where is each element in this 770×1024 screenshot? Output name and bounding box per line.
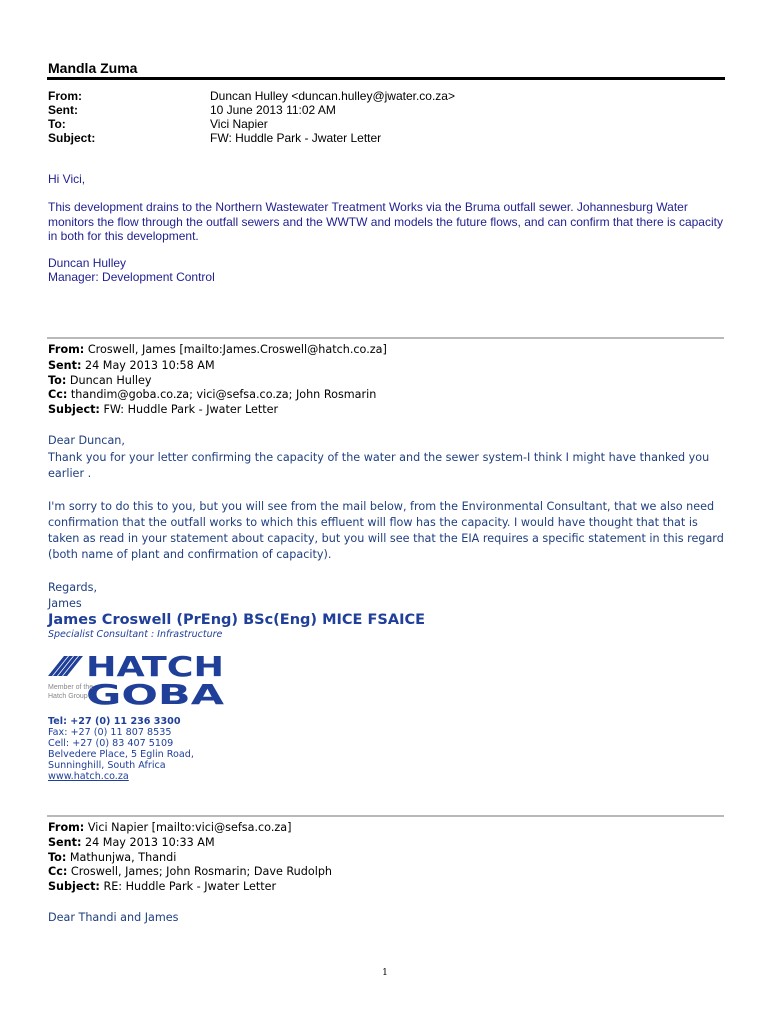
- signature-name: James Croswell (PrEng) BSc(Eng) MICE FSAICE: [48, 612, 426, 628]
- separator: [47, 337, 724, 339]
- fwd2-cc-label: Cc:: [48, 865, 68, 878]
- website-link[interactable]: www.hatch.co.za: [48, 771, 129, 782]
- address-line-2: Sunninghill, South Africa: [48, 760, 166, 771]
- page-number: 1: [382, 968, 388, 978]
- hatch-goba-logo: [48, 648, 226, 706]
- to-value: Vici Napier: [210, 117, 268, 131]
- address-line-1: Belvedere Place, 5 Eglin Road,: [48, 749, 194, 760]
- hatch-goba-logo-graphic: [48, 648, 226, 706]
- fwd1-from-value: Croswell, James [mailto:James.Croswell@hatch.co.za]: [87, 343, 387, 356]
- logo-member-line-2: Hatch Group: [48, 693, 88, 700]
- fwd1-subject-label: Subject:: [48, 403, 100, 416]
- fwd2-to-label: To:: [48, 851, 67, 864]
- fwd1-sent-label: Sent:: [48, 359, 82, 372]
- fwd1-greeting: Dear Duncan,: [48, 434, 125, 447]
- fwd2-to-value: Mathunjwa, Thandi: [69, 851, 177, 864]
- fwd2-cc-value: Croswell, James; John Rosmarin; Dave Rudolph: [70, 865, 333, 878]
- fwd1-subject-value: FW: Huddle Park - Jwater Letter: [103, 403, 279, 416]
- subject-label: Subject:: [48, 131, 96, 145]
- sender-name: Duncan Hulley: [48, 256, 127, 270]
- fwd1-sent-value: 24 May 2013 10:58 AM: [85, 359, 215, 372]
- from-value: Duncan Hulley <duncan.hulley@jwater.co.za>: [210, 89, 455, 103]
- fwd2-subject: [48, 879, 276, 895]
- fwd1-to-value: Duncan Hulley: [69, 374, 152, 387]
- fwd1-cc-value: thandim@goba.co.za; vici@sefsa.co.za; John Rosmarin: [70, 388, 377, 401]
- subject-value: FW: Huddle Park - Jwater Letter: [210, 131, 382, 145]
- logo-member-line: Member of the: [48, 684, 94, 691]
- cell: Cell: +27 (0) 83 407 5109: [48, 738, 174, 749]
- fwd2-sent-value: 24 May 2013 10:33 AM: [85, 836, 215, 849]
- fwd2-greeting: Dear Thandi and James: [48, 911, 179, 924]
- tel: Tel: +27 (0) 11 236 3300: [48, 716, 181, 727]
- signoff-name: James: [48, 597, 82, 610]
- fwd1-paragraph-2: I'm sorry to do this to you, but you will see from the mail below, from the Environmental Consultant, that we also need confirmation that the outfall works to which this effluent will flow has the capacity. I would have thought that that is taken as read in your statement about capacity, but you will see that the EIA requires a specific statement in this regard (both name of plant and confirmation of capacity).: [48, 500, 724, 561]
- fwd1-paragraph-1: Thank you for your letter confirming the capacity of the water and the sewer system-I think I might have thanked you earlier .: [48, 451, 710, 480]
- logo-goba-text: GOBA: [86, 678, 225, 706]
- fwd1-to-label: To:: [48, 374, 67, 387]
- fwd1-cc-label: Cc:: [48, 388, 68, 401]
- fwd2-sent-label: Sent:: [48, 836, 82, 849]
- fwd1-from: [48, 342, 387, 358]
- from-label: From:: [48, 89, 82, 103]
- to-label: To:: [48, 117, 66, 131]
- fwd2-subject-value: RE: Huddle Park - Jwater Letter: [103, 880, 277, 893]
- sender-title: Manager: Development Control: [48, 270, 215, 284]
- separator: [47, 815, 724, 817]
- fwd2-sent: [48, 835, 215, 851]
- sent-label: Sent:: [48, 103, 78, 117]
- fwd1-from-label: From:: [48, 343, 85, 356]
- mailbox-owner: Mandla Zuma: [48, 60, 138, 76]
- fwd1-sent: [48, 358, 215, 374]
- logo-hatch-text: HATCH: [86, 650, 224, 683]
- fwd2-cc: [48, 864, 332, 880]
- fwd1-subject: [48, 402, 278, 418]
- fwd1-cc: [48, 387, 376, 403]
- sent-value: 10 June 2013 11:02 AM: [210, 103, 336, 117]
- regards: Regards,: [48, 581, 97, 594]
- fwd2-from-value: Vici Napier [mailto:vici@sefsa.co.za]: [87, 821, 292, 834]
- fwd2-subject-label: Subject:: [48, 880, 100, 893]
- message-body: This development drains to the Northern Wastewater Treatment Works via the Bruma outfall sewer. Johannesburg Water monitors the flow through the outfall sewers and the WWTW and models the future flows, and can confirm that there is capacity in both for this development.: [48, 200, 723, 243]
- fwd2-from-label: From:: [48, 821, 85, 834]
- fwd2-from: [48, 820, 291, 836]
- greeting: Hi Vici,: [48, 172, 86, 186]
- fax: Fax: +27 (0) 11 807 8535: [48, 727, 172, 738]
- signature-title: Specialist Consultant : Infrastructure: [48, 629, 223, 640]
- header-rule: [47, 77, 725, 80]
